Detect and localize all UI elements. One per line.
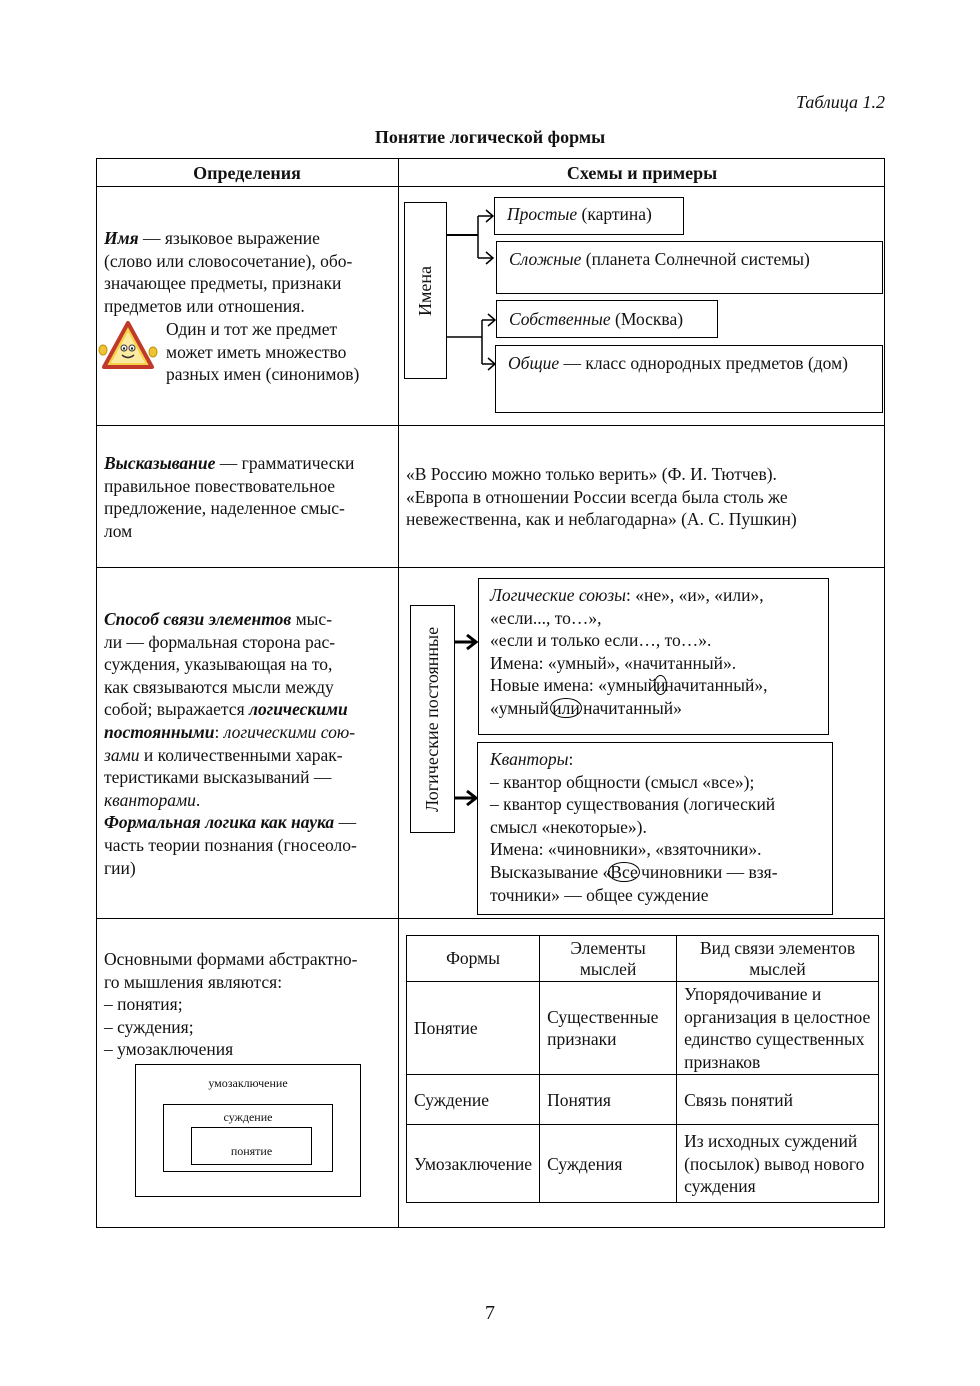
nested-outer-inference: умозаключение <box>135 1064 361 1197</box>
table-label: Таблица 1.2 <box>795 92 885 112</box>
definition-connection-method: Способ связи элементов мыс- ли — формальная сторона рас- суждения, указывающая на то, как связываются мысли между собой; выражается логическими постоянными: логическими сою- зами и количественными харак- теристиками высказываний — кванторами. Формальная логика как наука — часть теории познания (гносеоло- гии) <box>104 609 357 878</box>
circled-conjunction-or: или <box>552 697 580 718</box>
names-proper-box: Собственные (Москва) <box>496 300 718 338</box>
row-divider <box>96 567 885 568</box>
header-schemes: Схемы и примеры <box>566 163 718 183</box>
nested-middle-judgment: суждение <box>163 1104 333 1172</box>
names-complex-box: Сложные (планета Солнечной системы) <box>496 241 883 294</box>
row-divider <box>96 918 885 919</box>
col-header: Элементы мыслей <box>540 936 677 982</box>
nested-inner-concept: понятие <box>191 1127 312 1165</box>
page-number: 7 <box>485 1302 495 1324</box>
col-header: Формы <box>407 936 540 982</box>
term-formal-logic: Формальная логика как наука <box>104 812 335 833</box>
table-row: Умозаключение Суждения Из исходных суждений (посылок) вывод нового суждения <box>407 1125 879 1203</box>
row-divider <box>96 425 885 426</box>
header-divider <box>96 186 885 187</box>
definition-name: Имя — языковое выражение (слово или словосочетание), обо- значающее предметы, признаки предметов или отношения. <box>104 228 353 316</box>
column-divider <box>398 158 399 1228</box>
term-statement: Высказывание <box>104 453 216 473</box>
term-connection-method: Способ связи элементов <box>104 609 292 629</box>
names-common-box: Общие — класс однородных предметов (дом) <box>495 345 883 413</box>
diagram-root-names: Имена <box>404 202 447 379</box>
statement-examples: «В Россию можно только верить» (Ф. И. Тютчев). «Европа в отношении России всегда была столь же невежественна, как и неблагодарна» (А. С. Пушкин) <box>406 464 797 530</box>
page-title: Понятие логической формы <box>374 127 606 147</box>
abstract-thinking-forms: Основными формами абстрактно- го мышления являются: – понятия; – суждения; – умозаключения <box>104 949 358 1060</box>
name-synonyms-note: Один и тот же предмет может иметь множество разных имен (синонимов) <box>166 319 360 385</box>
table-row: Понятие Существенные признаки Упорядочивание и организация в целостное единство существенных признаков <box>407 982 879 1075</box>
warning-triangle-mascot-icon <box>98 320 158 372</box>
quantifiers-box: Кванторы: – квантор общности (смысл «все»); – квантор существования (логический смысл «некоторые»). Имена: «чиновники», «взяточники». Высказывание «Все чиновники — взя- точники» — общее суждение <box>477 742 833 915</box>
forms-table <box>406 935 879 1203</box>
col-header: Вид связи элементов мыслей <box>677 936 879 982</box>
header-definitions: Определения <box>193 163 301 183</box>
circled-conjunction-and: и <box>655 675 666 696</box>
names-simple-box: Простые (картина) <box>494 197 684 235</box>
table-row: Суждение Понятия Связь понятий <box>407 1075 879 1125</box>
definition-statement: Высказывание — грамматически правильное повествовательное предложение, наделенное смыс- лом <box>104 453 355 541</box>
table-header-row <box>407 936 879 982</box>
diagram-root-logical-constants: Логические постоянные <box>410 605 455 833</box>
term-name: Имя <box>104 228 139 248</box>
logical-connectives-box: Логические союзы: «не», «и», «или», «если..., то…», «если и только если…, то…». Имена: «умный», «начитанный». Новые имена: «умныйиначитанный», «умный или начитанный» <box>478 578 829 735</box>
circled-quantifier-all: Все <box>610 861 638 882</box>
